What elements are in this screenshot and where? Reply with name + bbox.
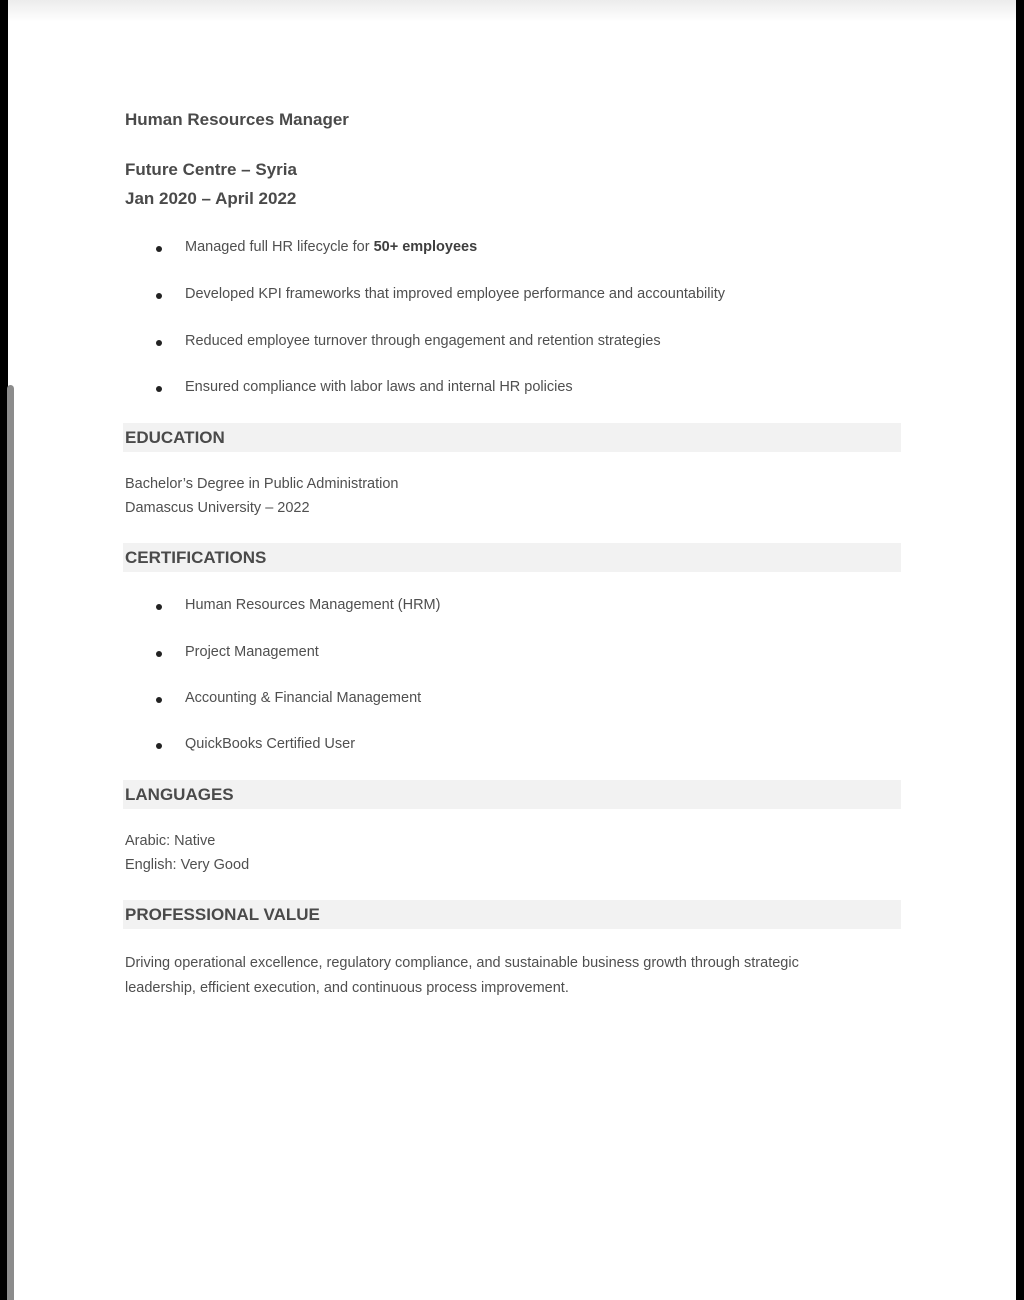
- section-header-professional-value: [123, 900, 901, 929]
- list-item-text: Developed KPI frameworks that improved employee performance and accountability: [185, 286, 725, 302]
- job-title: Human Resources Manager: [125, 110, 349, 129]
- section-heading: LANGUAGES: [125, 785, 234, 804]
- list-item-text: Project Management: [185, 644, 319, 660]
- list-item-text: Managed full HR lifecycle for 50+ employees: [185, 239, 478, 255]
- company-name: Future Centre – Syria: [125, 160, 297, 179]
- bullet-icon: [156, 293, 162, 299]
- language-item: English: Very Good: [125, 857, 250, 873]
- section-header-languages: [123, 780, 901, 809]
- section-heading: EDUCATION: [125, 428, 225, 447]
- bullet-icon: [156, 604, 162, 610]
- section-heading: CERTIFICATIONS: [125, 548, 267, 567]
- bullet-icon: [156, 697, 162, 703]
- employment-dates: Jan 2020 – April 2022: [125, 189, 297, 208]
- education-school: Damascus University – 2022: [125, 500, 310, 516]
- bullet-icon: [156, 743, 162, 749]
- professional-value-text: Driving operational excellence, regulatory compliance, and sustainable business growth through strategic leadership, efficient execution, and continuous process improvement.: [125, 955, 799, 996]
- bullet-icon: [156, 340, 162, 346]
- list-item-text: Reduced employee turnover through engagement and retention strategies: [185, 333, 661, 349]
- scrollbar-thumb[interactable]: [7, 385, 14, 1300]
- bullet-icon: [156, 651, 162, 657]
- list-item-text: Human Resources Management (HRM): [185, 597, 441, 613]
- section-header-education: [123, 423, 901, 452]
- education-degree: Bachelor’s Degree in Public Administration: [125, 476, 399, 492]
- section-header-certifications: [123, 543, 901, 572]
- bullet-icon: [156, 386, 162, 392]
- page-top-shadow: [8, 0, 1016, 22]
- language-item: Arabic: Native: [125, 833, 216, 849]
- list-item-text: QuickBooks Certified User: [185, 736, 356, 752]
- bullet-icon: [156, 246, 162, 252]
- list-item-text: Ensured compliance with labor laws and internal HR policies: [185, 379, 573, 395]
- list-item-text: Accounting & Financial Management: [185, 690, 422, 706]
- section-heading: PROFESSIONAL VALUE: [125, 905, 320, 924]
